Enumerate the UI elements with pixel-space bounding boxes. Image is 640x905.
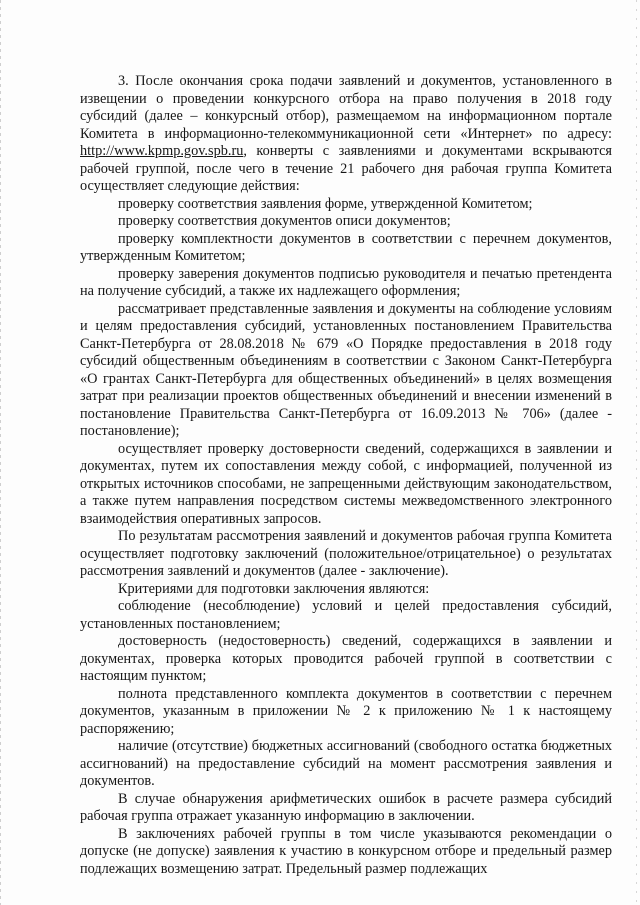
paragraph [80,231,612,266]
paragraph-text: полнота представленного комплекта документов в соответствии с перечнем документов, указанным в приложении № 2 к приложению № 1 к настоящему распоряжению; [80,685,612,737]
paragraph [80,633,612,686]
paragraph-text: осуществляет проверку достоверности сведений, содержащихся в заявлении и документах, путем их сопоставления между собой, с информацией, полученной из открытых источников способами, не запрещенными действующим законодательством, а также путем направления посредством системы межведомственного электронного взаимодействия оперативных запросов. [80,440,612,527]
paragraph-text: В заключениях рабочей группы в том числе указываются рекомендации о допуске (не допуске) заявления к участию в конкурсном отборе и предельный размер подлежащих возмещению затрат. Предельный размер подлежащих [80,825,612,877]
paragraph [80,196,612,214]
paragraph-text: Критериями для подготовки заключения являются: [118,580,430,597]
paragraph-text: , конверты с заявлениями и документами вскрываются рабочей группой, после чего в течение 21 рабочего дня рабочая группа Комитета осуществляет следующие действия: [80,143,612,194]
paragraph-text: достоверность (недостоверность) сведений, содержащихся в заявлении и документах, проверка которых проводится рабочей группой в соответствии с настоящим пунктом; [80,633,612,684]
paragraph [80,441,612,529]
document-body [80,73,612,878]
paragraph-text: соблюдение (несоблюдение) условий и целей предоставления субсидий, установленных постановлением; [80,598,612,632]
paragraph [80,73,612,196]
paragraph-text: проверку комплектности документов в соответствии с перечнем документов, утвержденным Комитетом; [80,230,612,264]
paragraph [80,581,612,599]
paragraph [80,301,612,441]
paragraph [80,266,612,301]
paragraph-text: 3. После окончания срока подачи заявлений и документов, установленного в извещении о проведении конкурсного отбора на право получения в 2018 году субсидий (далее – конкурсный отбор), размещаемом на информационном портале Комитета в информационно-телекоммуникационной сети «Интернет» по адресу: [80,73,612,142]
paragraph-text: По результатам рассмотрения заявлений и документов рабочая группа Комитета осуществляет подготовку заключений (положительное/отрицательное) о результатах рассмотрения заявлений и документов (далее - заключение). [80,528,612,579]
paragraph-text: проверку соответствия документов описи документов; [118,213,451,229]
portal-url-link[interactable]: http://www.kpmp.gov.spb.ru [80,143,244,159]
paragraph [80,213,612,231]
paragraph-text: рассматривает представленные заявления и документы на соблюдение условиям и целям предоставления субсидий, установленных постановлением Правительства Санкт-Петербурга от 28.08.2018 № 679 «О Порядке предоставления в 2018 году субсидий общественным объединениям в соответствии с Законом Санкт-Петербурга «О грантах Санкт-Петербурга для общественных объединений» в целях возмещения затрат при реализации проектов общественных объединений и внесении изменений в постановление Правительства Санкт-Петербурга от 16.09.2013 № 706» (далее - постановление); [80,300,612,439]
paragraph [80,528,612,581]
paragraph [80,826,612,879]
paragraph [80,738,612,791]
paragraph-text: проверку соответствия заявления форме, утвержденной Комитетом; [118,195,533,212]
paragraph [80,791,612,826]
paragraph-text: наличие (отсутствие) бюджетных ассигнований (свободного остатка бюджетных ассигнований) на предоставление субсидий на момент рассмотрения заявления и документов. [80,738,612,789]
paragraph [80,686,612,739]
paragraph-text: В случае обнаружения арифметических ошибок в расчете размера субсидий рабочая группа отражает указанную информацию в заключении. [80,790,612,824]
paragraph [80,598,612,633]
paragraph-text: проверку заверения документов подписью руководителя и печатью претендента на получение субсидий, а также их надлежащего оформления; [80,265,612,299]
